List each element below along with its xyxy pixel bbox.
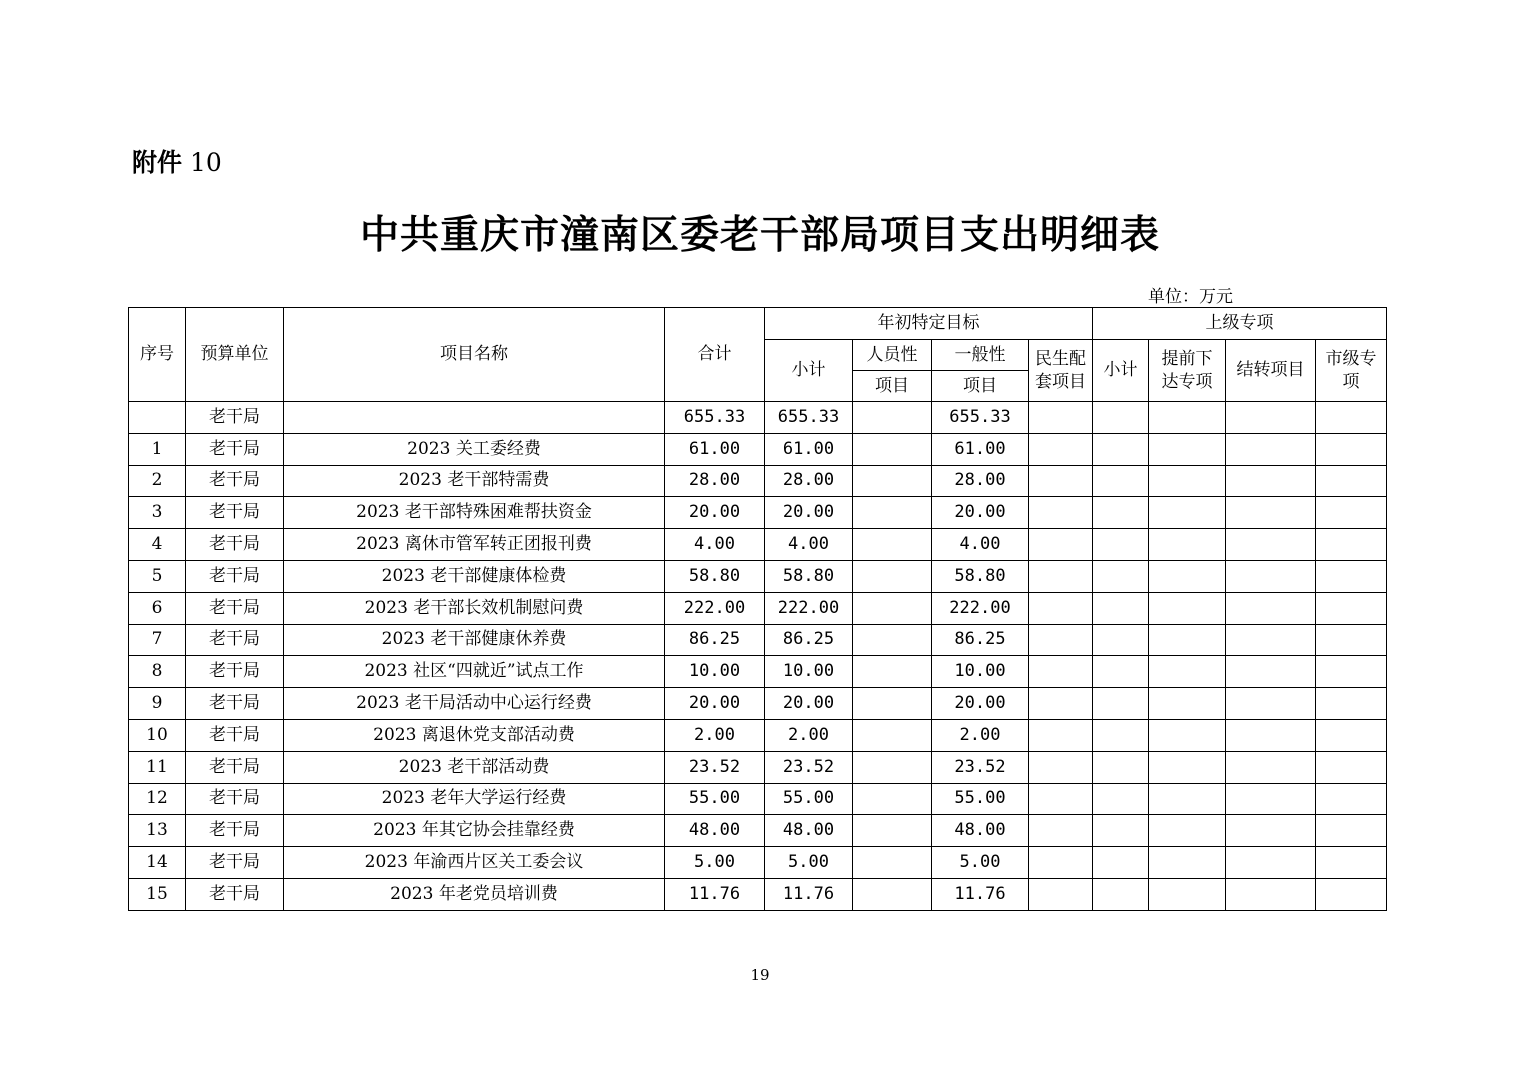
cell-seq: 15: [129, 878, 186, 910]
cell-carryover: [1226, 656, 1316, 688]
cell-total: 58.80: [665, 560, 765, 592]
cell-livelihood: [1029, 465, 1093, 497]
cell-general: 20.00: [932, 688, 1029, 720]
cell-general: 28.00: [932, 465, 1029, 497]
cell-unit: 老干局: [186, 529, 284, 561]
cell-project-name: 2023 老干部特需费: [284, 465, 665, 497]
cell-personnel: [853, 624, 932, 656]
cell-general: 55.00: [932, 783, 1029, 815]
header-group-special: 年初特定目标: [765, 308, 1093, 340]
cell-general: 48.00: [932, 815, 1029, 847]
cell-seq: 9: [129, 688, 186, 720]
cell-carryover: [1226, 847, 1316, 879]
cell-general: 86.25: [932, 624, 1029, 656]
table-row: [129, 847, 1387, 879]
table-row: [129, 751, 1387, 783]
cell-upper-subtotal: [1093, 656, 1149, 688]
cell-carryover: [1226, 815, 1316, 847]
cell-upper-subtotal: [1093, 719, 1149, 751]
cell-upper-subtotal: [1093, 878, 1149, 910]
cell-city: [1316, 592, 1387, 624]
cell-carryover: [1226, 878, 1316, 910]
cell-unit: 老干局: [186, 624, 284, 656]
cell-advance: [1149, 815, 1226, 847]
cell-upper-subtotal: [1093, 751, 1149, 783]
cell-project-name: 2023 老干部活动费: [284, 751, 665, 783]
cell-upper-subtotal: [1093, 402, 1149, 434]
cell-personnel: [853, 847, 932, 879]
cell-total: 48.00: [665, 815, 765, 847]
cell-personnel: [853, 656, 932, 688]
header-project: 项目名称: [284, 308, 665, 402]
cell-total: 28.00: [665, 465, 765, 497]
cell-general: 20.00: [932, 497, 1029, 529]
cell-carryover: [1226, 624, 1316, 656]
cell-subtotal: 48.00: [765, 815, 853, 847]
cell-personnel: [853, 497, 932, 529]
cell-general: 2.00: [932, 719, 1029, 751]
cell-livelihood: [1029, 624, 1093, 656]
cell-seq: 4: [129, 529, 186, 561]
cell-subtotal: 20.00: [765, 688, 853, 720]
cell-personnel: [853, 719, 932, 751]
cell-project-name: [284, 402, 665, 434]
cell-personnel: [853, 529, 932, 561]
cell-unit: 老干局: [186, 783, 284, 815]
cell-general: 4.00: [932, 529, 1029, 561]
cell-total: 655.33: [665, 402, 765, 434]
cell-advance: [1149, 497, 1226, 529]
cell-total: 86.25: [665, 624, 765, 656]
cell-carryover: [1226, 783, 1316, 815]
cell-project-name: 2023 老干局活动中心运行经费: [284, 688, 665, 720]
cell-advance: [1149, 656, 1226, 688]
cell-general: 58.80: [932, 560, 1029, 592]
cell-total: 20.00: [665, 688, 765, 720]
cell-advance: [1149, 878, 1226, 910]
cell-general: 655.33: [932, 402, 1029, 434]
attachment-word: 附件: [132, 148, 183, 177]
cell-general: 10.00: [932, 656, 1029, 688]
cell-personnel: [853, 465, 932, 497]
header-subtotal: 小计: [765, 340, 853, 402]
cell-unit: 老干局: [186, 465, 284, 497]
cell-advance: [1149, 751, 1226, 783]
cell-upper-subtotal: [1093, 529, 1149, 561]
table-row: [129, 433, 1387, 465]
cell-project-name: 2023 老干部健康体检费: [284, 560, 665, 592]
cell-livelihood: [1029, 592, 1093, 624]
header-unit: 预算单位: [186, 308, 284, 402]
cell-seq: 13: [129, 815, 186, 847]
cell-city: [1316, 433, 1387, 465]
expenditure-table: [128, 307, 1387, 911]
cell-total: 2.00: [665, 719, 765, 751]
cell-advance: [1149, 592, 1226, 624]
cell-city: [1316, 402, 1387, 434]
cell-city: [1316, 783, 1387, 815]
page-number: 19: [750, 966, 770, 984]
cell-seq: 7: [129, 624, 186, 656]
cell-upper-subtotal: [1093, 688, 1149, 720]
cell-unit: 老干局: [186, 433, 284, 465]
cell-advance: [1149, 433, 1226, 465]
cell-unit: 老干局: [186, 656, 284, 688]
cell-personnel: [853, 402, 932, 434]
cell-personnel: [853, 878, 932, 910]
cell-subtotal: 61.00: [765, 433, 853, 465]
table-row: [129, 529, 1387, 561]
cell-total: 222.00: [665, 592, 765, 624]
cell-city: [1316, 815, 1387, 847]
table-row: [129, 688, 1387, 720]
cell-total: 23.52: [665, 751, 765, 783]
cell-city: [1316, 688, 1387, 720]
cell-project-name: 2023 年渝西片区关工委会议: [284, 847, 665, 879]
cell-upper-subtotal: [1093, 624, 1149, 656]
cell-livelihood: [1029, 402, 1093, 434]
header-general-a: 一般性: [932, 340, 1029, 371]
cell-livelihood: [1029, 815, 1093, 847]
table-row: [129, 783, 1387, 815]
header-carryover: 结转项目: [1226, 340, 1316, 402]
cell-advance: [1149, 719, 1226, 751]
cell-seq: 1: [129, 433, 186, 465]
cell-subtotal: 58.80: [765, 560, 853, 592]
cell-city: [1316, 624, 1387, 656]
cell-subtotal: 5.00: [765, 847, 853, 879]
cell-upper-subtotal: [1093, 815, 1149, 847]
attachment-number: 10: [189, 148, 222, 177]
cell-subtotal: 23.52: [765, 751, 853, 783]
cell-upper-subtotal: [1093, 592, 1149, 624]
cell-personnel: [853, 433, 932, 465]
table-row: [129, 719, 1387, 751]
table-row: [129, 815, 1387, 847]
cell-seq: 10: [129, 719, 186, 751]
unit-label: 单位：万元: [1148, 287, 1233, 307]
cell-livelihood: [1029, 719, 1093, 751]
attachment-label: [132, 143, 222, 179]
table-row: [129, 592, 1387, 624]
header-personnel-b: 项目: [853, 371, 932, 402]
cell-project-name: 2023 离休市管军转正团报刊费: [284, 529, 665, 561]
cell-advance: [1149, 402, 1226, 434]
cell-livelihood: [1029, 783, 1093, 815]
cell-unit: 老干局: [186, 878, 284, 910]
cell-general: 5.00: [932, 847, 1029, 879]
header-total: 合计: [665, 308, 765, 402]
cell-subtotal: 11.76: [765, 878, 853, 910]
table-row: [129, 402, 1387, 434]
cell-city: [1316, 465, 1387, 497]
cell-personnel: [853, 560, 932, 592]
cell-upper-subtotal: [1093, 783, 1149, 815]
cell-seq: 12: [129, 783, 186, 815]
cell-upper-subtotal: [1093, 433, 1149, 465]
cell-city: [1316, 560, 1387, 592]
header-livelihood: 民生配套项目: [1029, 340, 1093, 402]
cell-city: [1316, 847, 1387, 879]
cell-subtotal: 655.33: [765, 402, 853, 434]
cell-general: 61.00: [932, 433, 1029, 465]
cell-total: 55.00: [665, 783, 765, 815]
cell-total: 20.00: [665, 497, 765, 529]
cell-subtotal: 4.00: [765, 529, 853, 561]
cell-project-name: 2023 离退休党支部活动费: [284, 719, 665, 751]
cell-unit: 老干局: [186, 719, 284, 751]
cell-unit: 老干局: [186, 497, 284, 529]
cell-project-name: 2023 老年大学运行经费: [284, 783, 665, 815]
cell-city: [1316, 751, 1387, 783]
cell-personnel: [853, 751, 932, 783]
cell-general: 11.76: [932, 878, 1029, 910]
cell-unit: 老干局: [186, 688, 284, 720]
cell-advance: [1149, 560, 1226, 592]
table-row: [129, 497, 1387, 529]
cell-livelihood: [1029, 847, 1093, 879]
cell-livelihood: [1029, 878, 1093, 910]
cell-seq: 6: [129, 592, 186, 624]
cell-carryover: [1226, 751, 1316, 783]
cell-personnel: [853, 592, 932, 624]
header-seq: 序号: [129, 308, 186, 402]
cell-total: 5.00: [665, 847, 765, 879]
cell-project-name: 2023 老干部健康休养费: [284, 624, 665, 656]
cell-unit: 老干局: [186, 592, 284, 624]
cell-carryover: [1226, 688, 1316, 720]
header-city: 市级专项: [1316, 340, 1387, 402]
cell-advance: [1149, 529, 1226, 561]
cell-upper-subtotal: [1093, 847, 1149, 879]
cell-upper-subtotal: [1093, 497, 1149, 529]
cell-subtotal: 28.00: [765, 465, 853, 497]
cell-city: [1316, 529, 1387, 561]
cell-subtotal: 20.00: [765, 497, 853, 529]
cell-advance: [1149, 783, 1226, 815]
cell-seq: 5: [129, 560, 186, 592]
cell-upper-subtotal: [1093, 560, 1149, 592]
cell-unit: 老干局: [186, 751, 284, 783]
cell-unit: 老干局: [186, 560, 284, 592]
table-row: [129, 465, 1387, 497]
cell-advance: [1149, 465, 1226, 497]
cell-unit: 老干局: [186, 815, 284, 847]
cell-carryover: [1226, 592, 1316, 624]
cell-project-name: 2023 关工委经费: [284, 433, 665, 465]
cell-seq: 2: [129, 465, 186, 497]
table-row: [129, 560, 1387, 592]
cell-carryover: [1226, 402, 1316, 434]
cell-city: [1316, 656, 1387, 688]
cell-city: [1316, 878, 1387, 910]
cell-advance: [1149, 847, 1226, 879]
cell-unit: 老干局: [186, 847, 284, 879]
table-row: [129, 878, 1387, 910]
header-upper-subtotal: 小计: [1093, 340, 1149, 402]
cell-carryover: [1226, 719, 1316, 751]
cell-livelihood: [1029, 529, 1093, 561]
cell-subtotal: 86.25: [765, 624, 853, 656]
table-row: [129, 656, 1387, 688]
cell-seq: 8: [129, 656, 186, 688]
cell-livelihood: [1029, 497, 1093, 529]
cell-livelihood: [1029, 751, 1093, 783]
cell-seq: [129, 402, 186, 434]
cell-total: 4.00: [665, 529, 765, 561]
cell-total: 10.00: [665, 656, 765, 688]
cell-project-name: 2023 年老党员培训费: [284, 878, 665, 910]
cell-personnel: [853, 815, 932, 847]
cell-seq: 11: [129, 751, 186, 783]
cell-livelihood: [1029, 688, 1093, 720]
cell-total: 61.00: [665, 433, 765, 465]
cell-project-name: 2023 老干部长效机制慰问费: [284, 592, 665, 624]
cell-carryover: [1226, 529, 1316, 561]
cell-personnel: [853, 688, 932, 720]
header-general-b: 项目: [932, 371, 1029, 402]
cell-subtotal: 10.00: [765, 656, 853, 688]
cell-seq: 14: [129, 847, 186, 879]
cell-livelihood: [1029, 433, 1093, 465]
cell-carryover: [1226, 497, 1316, 529]
cell-project-name: 2023 社区“四就近”试点工作: [284, 656, 665, 688]
cell-city: [1316, 719, 1387, 751]
cell-carryover: [1226, 465, 1316, 497]
cell-general: 23.52: [932, 751, 1029, 783]
cell-livelihood: [1029, 656, 1093, 688]
page-title: 中共重庆市潼南区委老干部局项目支出明细表: [359, 213, 1160, 258]
cell-subtotal: 55.00: [765, 783, 853, 815]
header-group-upper: 上级专项: [1093, 308, 1387, 340]
cell-carryover: [1226, 433, 1316, 465]
cell-project-name: 2023 年其它协会挂靠经费: [284, 815, 665, 847]
cell-general: 222.00: [932, 592, 1029, 624]
cell-unit: 老干局: [186, 402, 284, 434]
table-row: [129, 624, 1387, 656]
cell-upper-subtotal: [1093, 465, 1149, 497]
cell-carryover: [1226, 560, 1316, 592]
cell-livelihood: [1029, 560, 1093, 592]
cell-advance: [1149, 624, 1226, 656]
cell-subtotal: 222.00: [765, 592, 853, 624]
cell-advance: [1149, 688, 1226, 720]
header-advance: 提前下达专项: [1149, 340, 1226, 402]
cell-project-name: 2023 老干部特殊困难帮扶资金: [284, 497, 665, 529]
cell-seq: 3: [129, 497, 186, 529]
header-personnel-a: 人员性: [853, 340, 932, 371]
cell-city: [1316, 497, 1387, 529]
cell-total: 11.76: [665, 878, 765, 910]
cell-personnel: [853, 783, 932, 815]
cell-subtotal: 2.00: [765, 719, 853, 751]
